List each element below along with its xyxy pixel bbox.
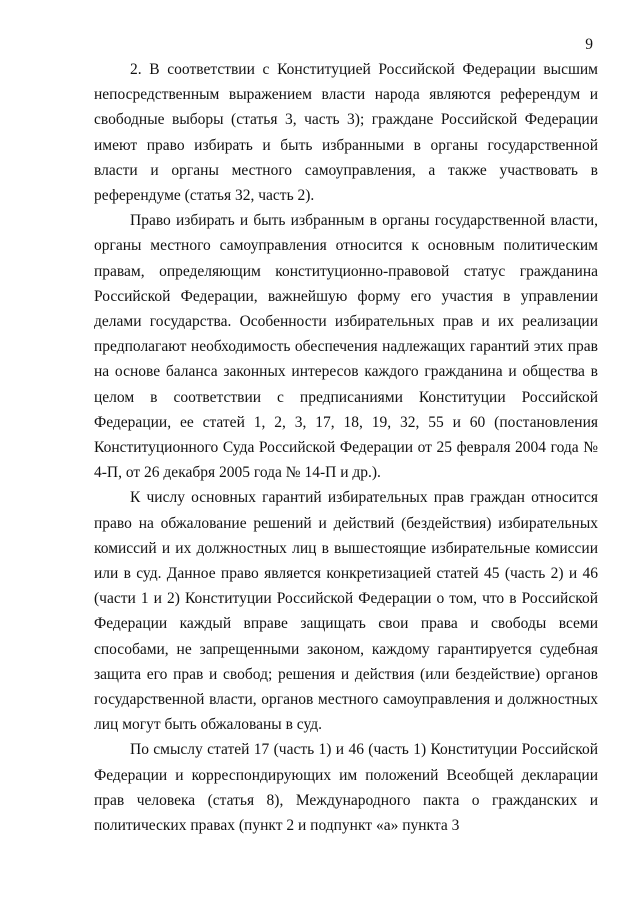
document-body xyxy=(94,57,598,838)
paragraph-international-law: По смыслу статей 17 (часть 1) и 46 (часть 1) Конституции Российской Федерации и корреспондирующих им положений Всеобщей декларации прав человека (статья 8), Международного пакта о гражданских и политических правах (пункт 2 и подпункт «а» пункта 3 xyxy=(94,741,598,835)
paragraph-constitution-elections: 2. В соответствии с Конституцией Российской Федерации высшим непосредственным выражением власти народа являются референдум и свободные выборы (статья 3, часть 3); граждане Российской Федерации имеют право избирать и быть избранными в органы государственной власти и органы местного самоуправления, а также участвовать в референдуме (статья 32, часть 2). xyxy=(94,61,598,205)
paragraph-right-to-appeal: К числу основных гарантий избирательных прав граждан относится право на обжалование решений и действий (бездействия) избирательных комиссий и их должностных лиц в вышестоящие избирательные комиссии или в суд. Данное право является конкретизацией статей 45 (часть 2) и 46 (части 1 и 2) Конституции Российской Федерации о том, что в Российской Федерации каждый вправе защищать свои права и свободы всеми способами, не запрещенными законом, каждому гарантируется судебная защита его прав и свобод; решения и действия (или бездействие) органов государственной власти, органов местного самоуправления и должностных лиц могут быть обжалованы в суд. xyxy=(94,489,598,734)
paragraph-right-to-elect: Право избирать и быть избранным в органы государственной власти, органы местного самоуправления относится к основным политическим правам, определяющим конституционно-правовой статус гражданина Российской Федерации, важнейшую форму его участия в управлении делами государства. Особенности избирательных прав и их реализации предполагают необходимость обеспечения надлежащих гарантий этих прав на основе баланса законных интересов каждого гражданина и общества в целом в соответствии с предписаниями Конституции Российской Федерации, ее статей 1, 2, 3, 17, 18, 19, 32, 55 и 60 (постановления Конституционного Суда Российской Федерации от 25 февраля 2004 года № 4-П, от 26 декабря 2005 года № 14-П и др.). xyxy=(94,212,598,482)
page-number: 9 xyxy=(585,36,593,53)
